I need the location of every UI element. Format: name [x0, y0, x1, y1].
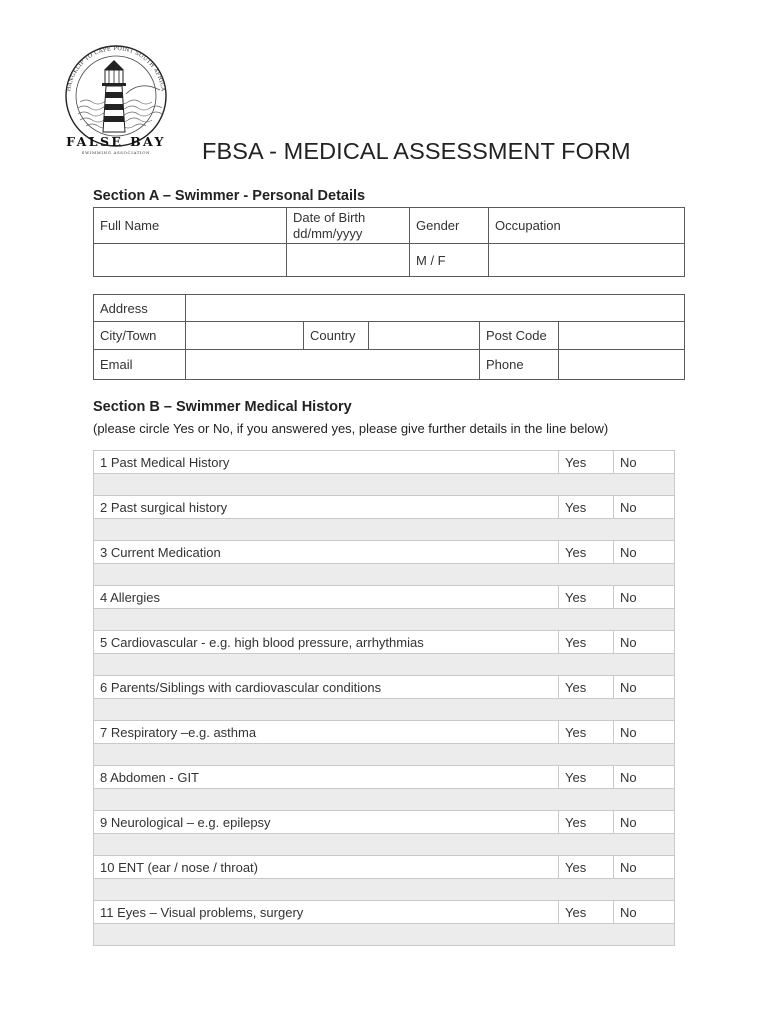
no-option[interactable]: No: [614, 676, 675, 699]
question-label: 8 Abdomen - GIT: [94, 766, 559, 789]
question-row: [94, 586, 675, 609]
page-title: FBSA - MEDICAL ASSESSMENT FORM: [202, 138, 631, 164]
details-row: [94, 654, 675, 676]
question-label: 2 Past surgical history: [94, 496, 559, 519]
details-field[interactable]: [94, 564, 675, 586]
question-row: [94, 811, 675, 834]
details-row: [94, 699, 675, 721]
country-field[interactable]: [369, 322, 480, 350]
question-label: 10 ENT (ear / nose / throat): [94, 856, 559, 879]
post-code-field[interactable]: [559, 322, 685, 350]
yes-option[interactable]: Yes: [559, 586, 614, 609]
question-row: [94, 451, 675, 474]
yes-option[interactable]: Yes: [559, 631, 614, 654]
yes-option[interactable]: Yes: [559, 856, 614, 879]
full-name-label: Full Name: [94, 208, 287, 244]
dob-field[interactable]: [287, 244, 410, 277]
question-label: 3 Current Medication: [94, 541, 559, 564]
email-label: Email: [94, 350, 186, 380]
no-option[interactable]: No: [614, 811, 675, 834]
yes-option[interactable]: Yes: [559, 541, 614, 564]
question-row: [94, 856, 675, 879]
address-field[interactable]: [186, 295, 685, 322]
gender-label: Gender: [410, 208, 489, 244]
lighthouse-icon: [102, 60, 126, 132]
address-label: Address: [94, 295, 186, 322]
details-row: [94, 609, 675, 631]
details-row: [94, 879, 675, 901]
question-label: 4 Allergies: [94, 586, 559, 609]
medical-history-table: [93, 450, 675, 946]
country-label: Country: [304, 322, 369, 350]
logo-subtitle: SWIMMING ASSOCIATION: [81, 150, 151, 155]
details-row: [94, 474, 675, 496]
occupation-label: Occupation: [489, 208, 685, 244]
no-option[interactable]: No: [614, 496, 675, 519]
email-field[interactable]: [186, 350, 480, 380]
occupation-field[interactable]: [489, 244, 685, 277]
yes-option[interactable]: Yes: [559, 766, 614, 789]
question-row: [94, 721, 675, 744]
no-option[interactable]: No: [614, 766, 675, 789]
details-row: [94, 744, 675, 766]
question-label: 6 Parents/Siblings with cardiovascular conditions: [94, 676, 559, 699]
question-label: 9 Neurological – e.g. epilepsy: [94, 811, 559, 834]
no-option[interactable]: No: [614, 541, 675, 564]
details-field[interactable]: [94, 699, 675, 721]
post-code-label: Post Code: [480, 322, 559, 350]
personal-details-table: [93, 207, 685, 277]
no-option[interactable]: No: [614, 721, 675, 744]
details-field[interactable]: [94, 789, 675, 811]
details-field[interactable]: [94, 744, 675, 766]
section-b-title: Section B – Swimmer Medical History: [93, 399, 352, 415]
details-field[interactable]: [94, 834, 675, 856]
dob-label-line1: Date of Birth: [293, 209, 366, 225]
details-field[interactable]: [94, 519, 675, 541]
details-field[interactable]: [94, 474, 675, 496]
details-row: [94, 564, 675, 586]
yes-option[interactable]: Yes: [559, 721, 614, 744]
question-row: [94, 766, 675, 789]
question-row: [94, 541, 675, 564]
logo-name: FALSE BAY: [66, 134, 166, 149]
details-row: [94, 924, 675, 946]
no-option[interactable]: No: [614, 856, 675, 879]
no-option[interactable]: No: [614, 631, 675, 654]
question-row: [94, 901, 675, 924]
full-name-field[interactable]: [94, 244, 287, 277]
medical-history-body: [94, 451, 675, 946]
no-option[interactable]: No: [614, 586, 675, 609]
details-row: [94, 789, 675, 811]
dob-label: [287, 208, 410, 244]
question-row: [94, 496, 675, 519]
yes-option[interactable]: Yes: [559, 451, 614, 474]
city-label: City/Town: [94, 322, 186, 350]
details-field[interactable]: [94, 609, 675, 631]
yes-option[interactable]: Yes: [559, 901, 614, 924]
question-label: 7 Respiratory –e.g. asthma: [94, 721, 559, 744]
question-row: [94, 676, 675, 699]
fbsa-logo: [56, 36, 176, 160]
question-label: 1 Past Medical History: [94, 451, 559, 474]
section-a-title: Section A – Swimmer - Personal Details: [93, 188, 366, 204]
details-field[interactable]: [94, 654, 675, 676]
logo-arc-text: HANGKLIP TO CAPE POINT SOUTH AFRICA: [66, 45, 166, 92]
phone-field[interactable]: [559, 350, 685, 380]
details-field[interactable]: [94, 879, 675, 901]
details-row: [94, 834, 675, 856]
details-row: [94, 519, 675, 541]
city-field[interactable]: [186, 322, 304, 350]
question-row: [94, 631, 675, 654]
question-label: 11 Eyes – Visual problems, surgery: [94, 901, 559, 924]
question-label: 5 Cardiovascular - e.g. high blood pressure, arrhythmias: [94, 631, 559, 654]
yes-option[interactable]: Yes: [559, 811, 614, 834]
phone-label: Phone: [480, 350, 559, 380]
details-field[interactable]: [94, 924, 675, 946]
yes-option[interactable]: Yes: [559, 676, 614, 699]
address-table: [93, 294, 685, 380]
no-option[interactable]: No: [614, 451, 675, 474]
section-b-note: (please circle Yes or No, if you answered yes, please give further details in the line below): [93, 421, 609, 436]
no-option[interactable]: No: [614, 901, 675, 924]
yes-option[interactable]: Yes: [559, 496, 614, 519]
gender-field[interactable]: M / F: [410, 244, 489, 277]
dob-label-line2: dd/mm/yyyy: [293, 225, 363, 241]
